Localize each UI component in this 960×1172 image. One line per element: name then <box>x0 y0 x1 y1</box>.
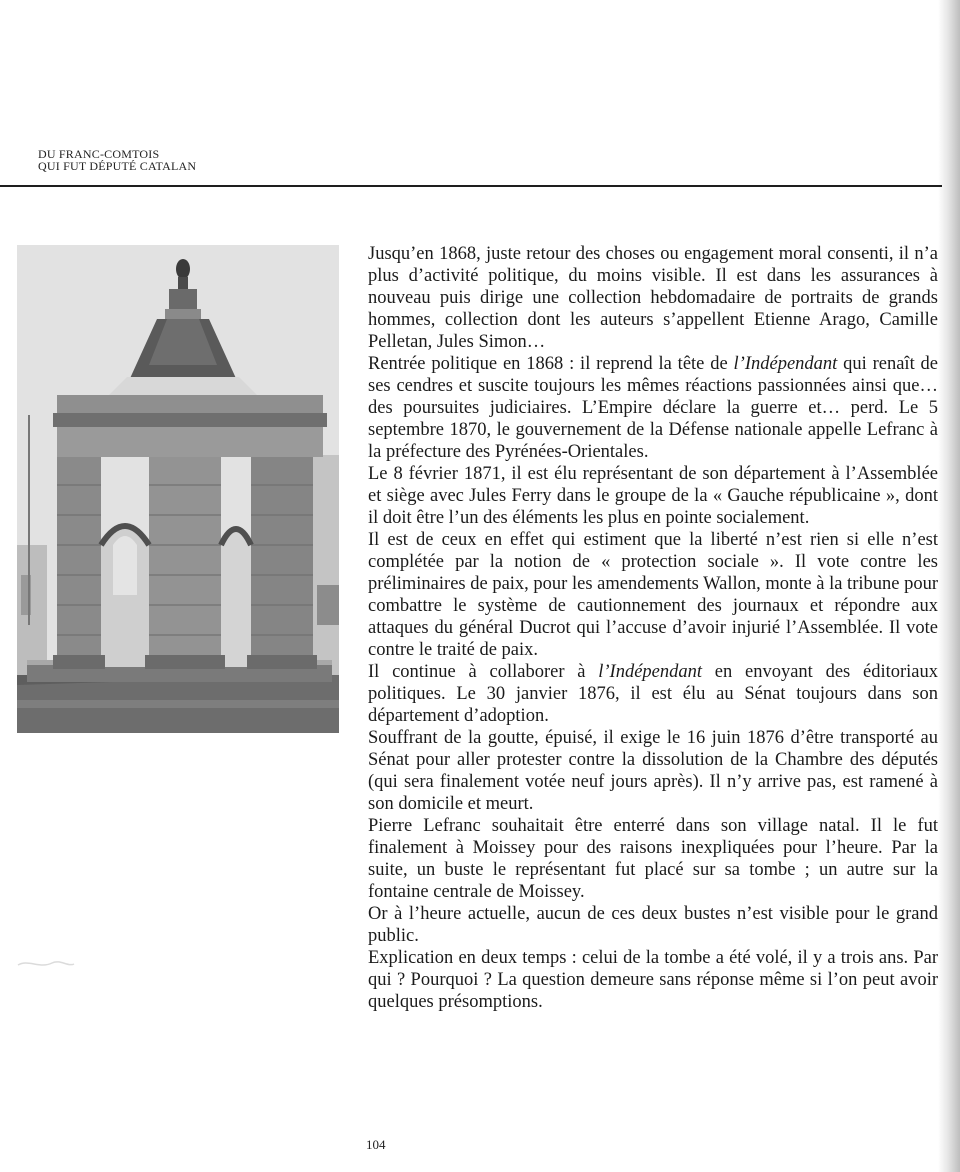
running-head <box>38 148 196 172</box>
page-number: 104 <box>366 1137 386 1152</box>
article-body <box>368 243 938 1013</box>
paragraph <box>368 727 938 815</box>
paragraph-text: Le 8 février 1871, il est élu représentant de son département à l’Assemblée et siège avec Jules Ferry dans le groupe de la « Gauche républicaine », dont il doit être l’un des éléments les plus en pointe socialement. <box>368 464 938 528</box>
italic-title: l’Indépendant <box>598 662 703 682</box>
paper-smudge <box>16 955 76 973</box>
header-rule <box>0 185 942 187</box>
italic-title: l’Indépendant <box>733 354 838 374</box>
paragraph-text: en envoyant des éditoriaux politiques. Le 30 janvier 1876, il est élu au Sénat toujours dans son département d’adoption. <box>368 662 939 726</box>
paragraph <box>368 529 938 661</box>
paragraph-text: Il est de ceux en effet qui estiment que la liberté n’est rien si elle n’est complétée par la notion de « protection sociale ». Il vote contre les préliminaires de paix, pour les amendements Wallon, monte à la tribune pour combattre le système de cautionnement des journaux et répondre aux attaques du général Ducrot qui l’accuse d’avoir injurié l’Assemblée. Il vote contre le traité de paix. <box>368 530 938 660</box>
paragraph <box>368 815 938 903</box>
paragraph <box>368 463 938 529</box>
paragraph <box>368 947 938 1013</box>
paragraph-text: qui renaît de ses cendres et suscite toujours les mêmes réactions passionnées ainsi que… des poursuites judiciaires. L’Empire déclare la guerre et… perd. Le 5 septembre 1870, le gouvernement de la Défense nationale appelle Lefranc à la préfecture des Pyrénées-Orientales. <box>368 354 939 462</box>
paragraph <box>368 243 938 353</box>
paragraph-text: Souffrant de la goutte, épuisé, il exige le 16 juin 1876 d’être transporté au Sénat pour aller protester contre la dissolution de la Chambre des députés (qui sera finalement votée neuf jours après). Il n’y arrive pas, est ramené à son domicile et meurt. <box>368 728 938 814</box>
paragraph-text: Or à l’heure actuelle, aucun de ces deux bustes n’est visible pour le grand public. <box>368 904 938 946</box>
paragraph-text: Explication en deux temps : celui de la tombe a été volé, il y a trois ans. Par qui ? Pourquoi ? La question demeure sans réponse même si l’on peut avoir quelques présomptions. <box>368 948 938 1012</box>
paragraph-text: Jusqu’en 1868, juste retour des choses ou engagement moral consenti, il n’a plus d’activité politique, du moins visible. Il est dans les assurances à nouveau puis dirige une collection hebdomadaire de portraits de grands hommes, collection dont les auteurs s’appellent Etienne Arago, Camille Pelletan, Jules Simon… <box>368 244 938 352</box>
paragraph-text: Pierre Lefranc souhaitait être enterré dans son village natal. Il le fut finalement à Moissey pour des raisons inexpliquées pour l’heure. Par la suite, un buste le représentant fut placé sur sa tombe ; un autre sur la fontaine centrale de Moissey. <box>368 816 938 902</box>
running-head-line-2: QUI FUT DÉPUTÉ CATALAN <box>38 159 197 173</box>
paragraph-text: Rentrée politique en 1868 : il reprend la tête de <box>368 354 734 374</box>
page-edge-shadow <box>938 0 960 1172</box>
paragraph <box>368 661 938 727</box>
paragraph-text: Il continue à collaborer à <box>368 662 599 682</box>
running-head-line-1: DU FRANC-COMTOIS <box>38 147 160 161</box>
paragraph <box>368 353 938 463</box>
fountain-photo <box>17 245 339 733</box>
paragraph <box>368 903 938 947</box>
